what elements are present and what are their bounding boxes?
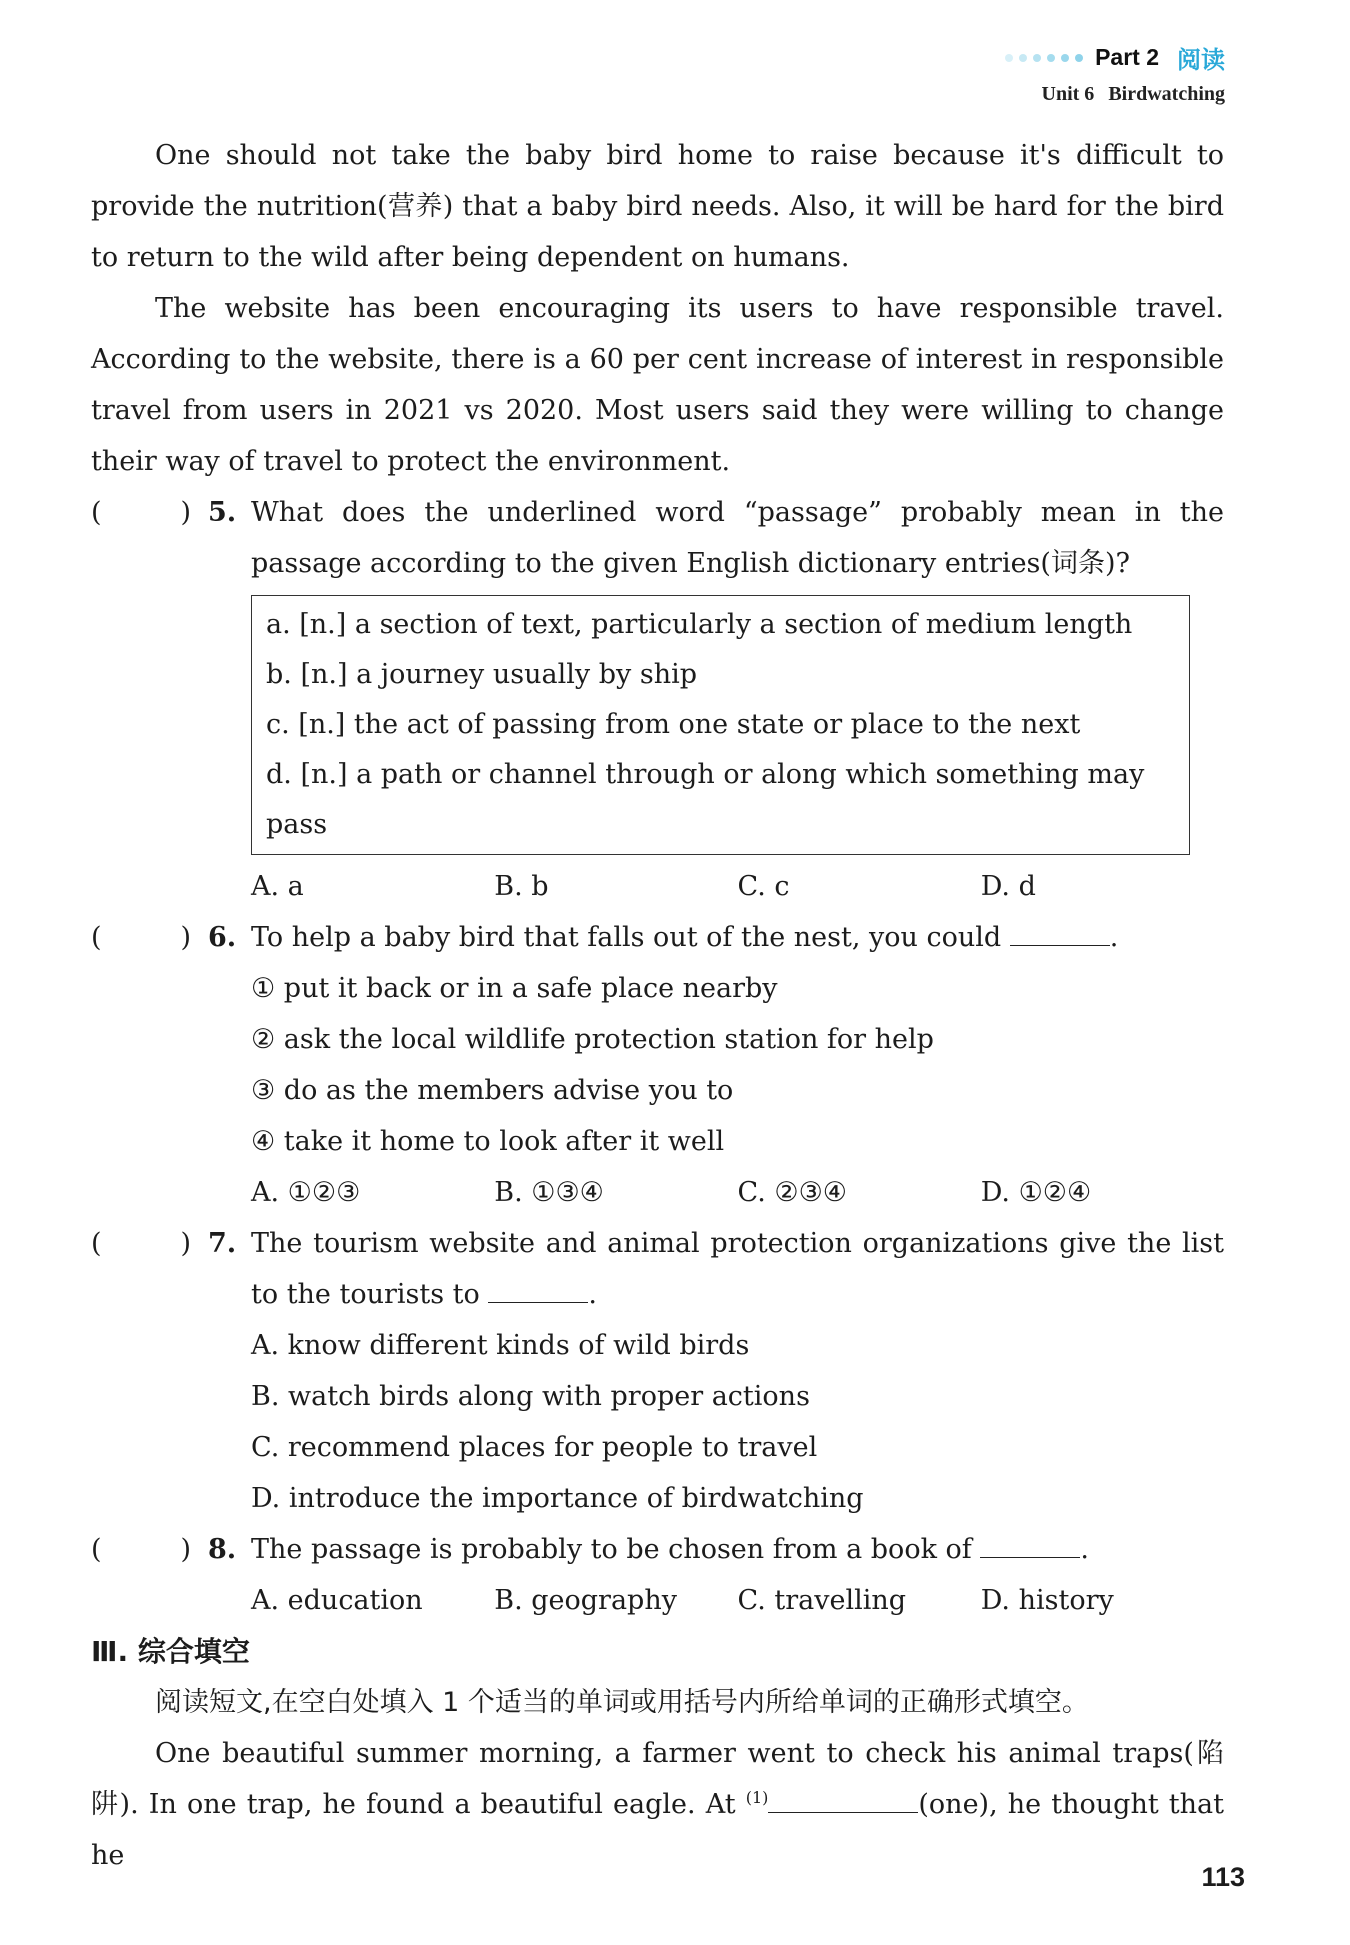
passage-paragraph: The website has been encouraging its users to have responsible travel. According to the website, there is a 60 per cent increase of interest in responsible travel from users in 2021 vs 2020. Most users said they were willing to change their way of travel to protect the environment. <box>91 293 1224 477</box>
choice-item: ④ take it home to look after it well <box>251 1126 725 1157</box>
page-number: 113 <box>1201 1862 1245 1892</box>
cloze-text: (one), he thought that he <box>91 1789 1224 1871</box>
passage-paragraph: One should not take the baby bird home to raise because it's difficult to provide the nutrition(营养) that a baby bird needs. Also, it will be hard for the bird to return to the wild after being dependent on humans. <box>91 140 1224 273</box>
option-d[interactable]: D. ①②④ <box>980 1177 1092 1208</box>
main-content <box>91 130 1224 1881</box>
question-text: To help a baby bird that falls out of the nest, you could <box>251 922 1002 953</box>
options-row <box>91 861 1224 912</box>
question-5 <box>91 487 1224 589</box>
question-text: What does the underlined word “passage” probably mean in the passage according to the given English dictionary entries(词条)? <box>251 497 1224 579</box>
answer-blank[interactable] <box>1010 915 1110 946</box>
answer-bracket[interactable]: ( ) <box>91 497 191 528</box>
answer-blank[interactable] <box>980 1527 1080 1558</box>
options-row <box>91 1167 1224 1218</box>
option-b[interactable]: B. watch birds along with proper actions <box>251 1381 810 1412</box>
option-a[interactable]: A. know different kinds of wild birds <box>251 1330 750 1361</box>
unit-title: Birdwatching <box>1108 83 1225 105</box>
answer-blank[interactable] <box>488 1272 588 1303</box>
blank-number: (1) <box>745 1788 769 1807</box>
answer-bracket[interactable]: ( ) <box>91 1534 191 1565</box>
section-instruction: 阅读短文,在空白处填入 1 个适当的单词或用括号内所给单词的正确形式填空。 <box>155 1687 1089 1718</box>
answer-bracket[interactable]: ( ) <box>91 1228 191 1259</box>
question-number: 6. <box>208 922 237 953</box>
option-c[interactable]: C. ②③④ <box>737 1177 847 1208</box>
choice-item: ② ask the local wildlife protection station for help <box>251 1024 934 1055</box>
options-row <box>91 1575 1224 1626</box>
choice-item: ③ do as the members advise you to <box>251 1075 734 1106</box>
choice-item: ① put it back or in a safe place nearby <box>251 973 778 1004</box>
question-text: The passage is probably to be chosen from a book of <box>251 1534 972 1565</box>
option-d[interactable]: D. d <box>980 871 1036 902</box>
dictionary-entries-box <box>251 595 1190 855</box>
part-label: Part 2 <box>1095 44 1159 70</box>
option-a[interactable]: A. education <box>251 1585 423 1616</box>
cloze-text: One beautiful summer morning, a farmer went to check his animal traps(陷阱). In one trap, he found a beautiful eagle. At <box>91 1738 1224 1820</box>
unit-line <box>1005 83 1225 106</box>
dictionary-entry: b. [n.] a journey usually by ship <box>266 659 697 690</box>
section-heading: Ⅲ. 综合填空 <box>91 1635 250 1668</box>
decorative-dots-icon <box>1005 54 1083 62</box>
option-d[interactable]: D. introduce the importance of birdwatching <box>251 1483 864 1514</box>
dictionary-entry: c. [n.] the act of passing from one state or place to the next <box>266 709 1081 740</box>
cloze-blank-1[interactable] <box>768 1782 918 1813</box>
question-6: ( ) 6. To help a baby bird that falls out of the nest, you could . <box>91 912 1224 963</box>
cloze-paragraph <box>91 1728 1224 1881</box>
question-8: ( ) 8. The passage is probably to be chosen from a book of . <box>91 1524 1224 1575</box>
option-b[interactable]: B. ①③④ <box>494 1177 604 1208</box>
question-number: 5. <box>208 497 237 528</box>
dictionary-entry: d. [n.] a path or channel through or along which something may pass <box>266 759 1145 840</box>
option-b[interactable]: B. b <box>494 871 549 902</box>
option-c[interactable]: C. recommend places for people to travel <box>251 1432 818 1463</box>
option-c[interactable]: C. c <box>737 871 790 902</box>
dictionary-entry: a. [n.] a section of text, particularly a section of medium length <box>266 609 1133 640</box>
option-a[interactable]: A. a <box>251 871 304 902</box>
unit-number: Unit 6 <box>1041 83 1095 105</box>
question-number: 8. <box>208 1534 237 1565</box>
page-header <box>1005 40 1225 106</box>
answer-bracket[interactable]: ( ) <box>91 922 191 953</box>
option-a[interactable]: A. ①②③ <box>251 1177 361 1208</box>
option-d[interactable]: D. history <box>980 1585 1114 1616</box>
option-c[interactable]: C. travelling <box>737 1585 907 1616</box>
question-number: 7. <box>208 1228 237 1259</box>
question-text: The tourism website and animal protection organizations give the list to the tourists to <box>251 1228 1224 1310</box>
question-7: ( ) 7. The tourism website and animal protection organizations give the list to the tourists to . <box>91 1218 1224 1320</box>
option-b[interactable]: B. geography <box>494 1585 677 1616</box>
section-label: 阅读 <box>1177 46 1225 74</box>
